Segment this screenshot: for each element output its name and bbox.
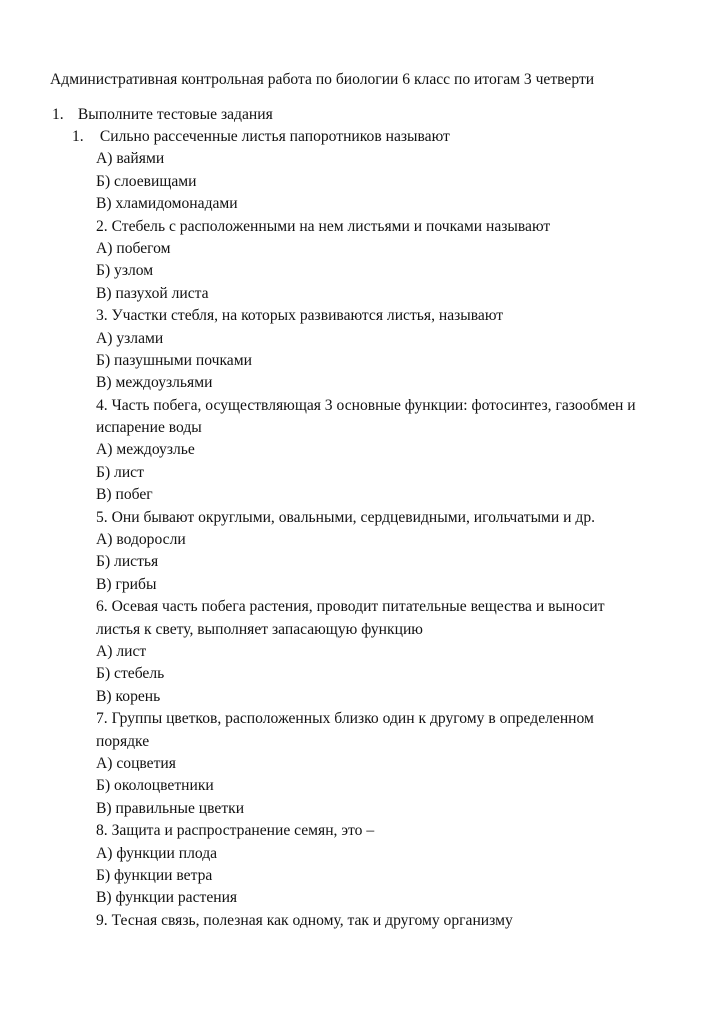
doc-line: А) узлами (96, 329, 164, 347)
doc-line: В) правильные цветки (96, 799, 245, 817)
doc-line: А) водоросли (96, 531, 186, 549)
doc-line: В) пазухой листа (96, 284, 209, 302)
doc-line: Б) околоцветники (96, 777, 214, 795)
task-label: Выполните тестовые задания (77, 106, 273, 123)
doc-line: 8. Защита и распространение семян, это – (96, 822, 375, 840)
task-number: 1. (52, 106, 64, 123)
doc-line: Б) слоевищами (96, 172, 197, 190)
task-heading (52, 105, 672, 125)
doc-line: 7. Группы цветков, расположенных близко один к другому в определенном (96, 710, 594, 728)
doc-line (96, 126, 696, 148)
document-title: Административная контрольная работа по биологии 6 класс по итогам 3 четверти (50, 71, 595, 88)
doc-line: В) функции растения (96, 889, 238, 907)
question-list (96, 126, 696, 932)
question-1-text: Сильно рассеченные листья папоротников называют (99, 128, 450, 145)
doc-line: Б) стебель (96, 665, 165, 683)
doc-line: испарение воды (96, 419, 202, 437)
doc-line: А) вайями (96, 150, 165, 168)
doc-line: 6. Осевая часть побега растения, проводит питательные вещества и выносит (96, 598, 605, 616)
doc-line: В) хламидомонадами (96, 195, 238, 213)
doc-line: Б) функции ветра (96, 866, 213, 884)
doc-line: А) междоузлье (96, 441, 195, 459)
doc-line: В) корень (96, 687, 161, 705)
doc-line: 5. Они бывают округлыми, овальными, сердцевидными, игольчатыми и др. (96, 508, 596, 526)
doc-line: Б) лист (96, 463, 144, 481)
doc-line: Б) пазушными почками (96, 351, 252, 369)
doc-line: 2. Стебель с расположенными на нем листьями и почками называют (96, 217, 551, 235)
doc-line: листья к свету, выполняет запасающую функцию (96, 620, 423, 638)
doc-line: Б) узлом (96, 262, 154, 280)
doc-line: 9. Тесная связь, полезная как одному, так и другому организму (96, 911, 513, 929)
doc-line: А) лист (96, 642, 147, 660)
doc-line: порядке (96, 732, 150, 750)
doc-line: А) побегом (96, 239, 171, 257)
doc-line: А) функции плода (96, 844, 218, 862)
doc-line: В) междоузльями (96, 374, 213, 392)
doc-line: А) соцветия (96, 754, 176, 772)
doc-line: 3. Участки стебля, на которых развиваются листья, называют (96, 307, 504, 325)
doc-line: 4. Часть побега, осуществляющая 3 основные функции: фотосинтез, газообмен и (96, 396, 636, 414)
question-1-number: 1. (72, 128, 84, 145)
doc-line: В) побег (96, 486, 153, 504)
doc-line: В) грибы (96, 575, 157, 593)
doc-line: Б) листья (96, 553, 159, 571)
